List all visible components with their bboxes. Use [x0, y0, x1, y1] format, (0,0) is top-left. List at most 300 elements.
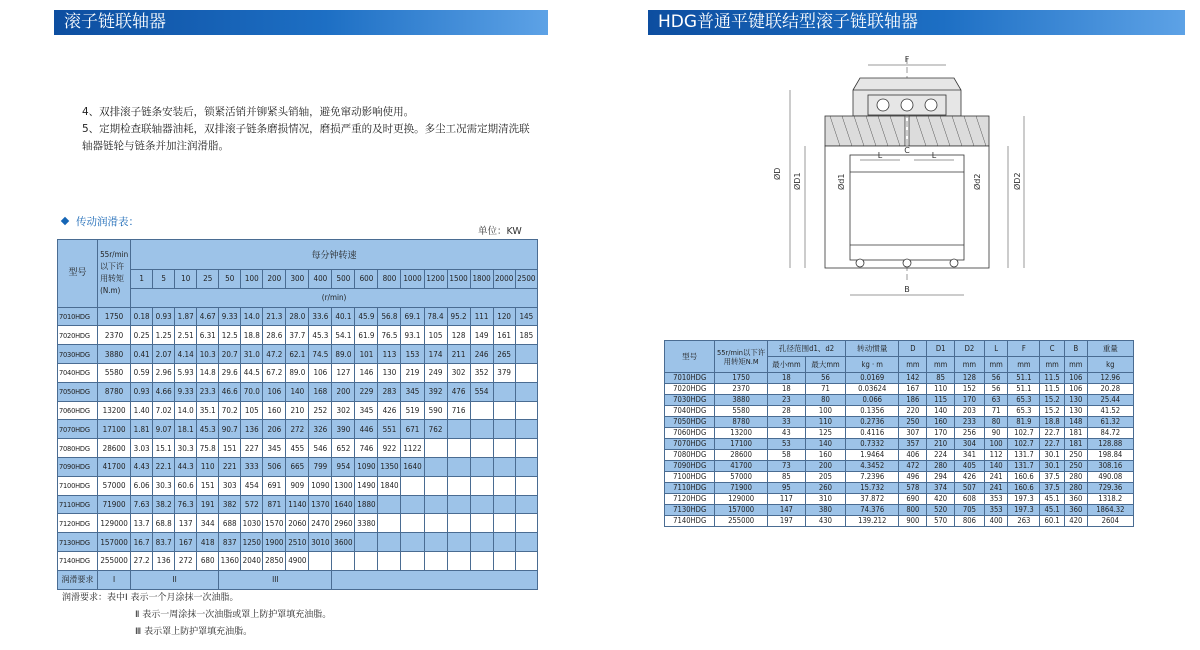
power-cell	[470, 439, 493, 458]
power-cell	[309, 551, 332, 570]
torque-cell: 1750	[98, 307, 131, 326]
power-cell	[424, 457, 447, 476]
spec-cell: 17100	[715, 439, 767, 450]
power-cell: 106	[263, 382, 286, 401]
model-cell: 7130HDG	[58, 533, 98, 552]
spec-cell: 15.2	[1040, 395, 1065, 406]
power-cell: 14.8	[197, 363, 219, 382]
dimensions-table	[664, 340, 1134, 527]
spec-cell: 308.16	[1087, 461, 1133, 472]
power-cell: 45.3	[197, 420, 219, 439]
spec-cell: 3880	[715, 395, 767, 406]
spec-cell: 374	[927, 483, 955, 494]
spec-cell: 131.7	[1008, 450, 1040, 461]
power-cell	[332, 551, 355, 570]
power-cell: 14.0	[175, 401, 197, 420]
spec-cell: 256	[955, 428, 985, 439]
spec-cell: 57000	[715, 472, 767, 483]
power-cell: 76.5	[378, 326, 401, 345]
spec-cell: 100	[984, 439, 1008, 450]
spec-cell: 15.2	[1040, 406, 1065, 417]
power-cell: 200	[332, 382, 355, 401]
power-cell: 0.18	[131, 307, 153, 326]
power-cell: 5.93	[175, 363, 197, 382]
power-cell: 149	[470, 326, 493, 345]
lubrication-table	[57, 239, 538, 590]
spec-cell: 45.1	[1040, 505, 1065, 516]
spec-cell: 160.6	[1008, 472, 1040, 483]
power-cell	[470, 476, 493, 495]
lube-level-iii: III	[219, 570, 332, 589]
power-cell: 130	[378, 363, 401, 382]
table-row	[58, 420, 538, 439]
spec-cell: 507	[955, 483, 985, 494]
speed-col-header: 1	[131, 270, 153, 289]
power-cell	[515, 533, 537, 552]
spec-cell: 41.52	[1087, 406, 1133, 417]
spec-cell: 520	[927, 505, 955, 516]
t2-b-header: B	[1065, 341, 1088, 357]
power-cell	[515, 345, 537, 364]
model-cell: 7100HDG	[58, 476, 98, 495]
power-cell: 4.66	[153, 382, 175, 401]
power-cell	[493, 439, 515, 458]
power-cell	[515, 401, 537, 420]
model-cell: 7140HDG	[58, 551, 98, 570]
spec-cell: 18.8	[1040, 417, 1065, 428]
model-cell: 7090HDG	[665, 461, 715, 472]
lube-level-i: I	[98, 570, 131, 589]
power-cell: 4900	[286, 551, 309, 570]
spec-cell: 806	[955, 516, 985, 527]
spec-cell: 63	[984, 395, 1008, 406]
power-cell	[355, 551, 378, 570]
spec-cell: 58	[767, 450, 805, 461]
power-cell: 1880	[355, 495, 378, 514]
speed-col-header: 1500	[447, 270, 470, 289]
power-cell: 2850	[263, 551, 286, 570]
table-row	[665, 395, 1134, 406]
power-cell: 2060	[286, 514, 309, 533]
model-cell: 7030HDG	[665, 395, 715, 406]
t2-unit-mm: mm	[1065, 357, 1088, 373]
power-cell	[424, 439, 447, 458]
t2-inertia-header: 转动惯量	[846, 341, 899, 357]
spec-cell: 800	[899, 505, 927, 516]
spec-cell: 56	[984, 384, 1008, 395]
power-cell: 54.1	[332, 326, 355, 345]
power-cell: 60.6	[175, 476, 197, 495]
model-cell: 7010HDG	[665, 373, 715, 384]
power-cell: 1.81	[131, 420, 153, 439]
table-row	[665, 428, 1134, 439]
table-row	[665, 505, 1134, 516]
spec-cell: 241	[984, 472, 1008, 483]
power-cell: 392	[424, 382, 447, 401]
power-cell: 0.93	[131, 382, 153, 401]
table-row	[58, 533, 538, 552]
power-cell: 74.5	[309, 345, 332, 364]
dim-label-d: ØD	[773, 167, 782, 180]
power-cell: 246	[470, 345, 493, 364]
spec-cell: 22.7	[1040, 439, 1065, 450]
power-cell: 0.25	[131, 326, 153, 345]
speed-header: 每分钟转速	[131, 240, 538, 270]
power-cell	[401, 476, 424, 495]
power-cell	[493, 476, 515, 495]
spec-cell: 18	[767, 384, 805, 395]
spec-cell: 420	[1065, 516, 1088, 527]
power-cell: 30.3	[153, 476, 175, 495]
power-cell: 1360	[219, 551, 241, 570]
power-cell: 127	[332, 363, 355, 382]
power-cell: 652	[332, 439, 355, 458]
power-cell: 105	[424, 326, 447, 345]
power-cell: 572	[241, 495, 263, 514]
spec-cell: 18	[767, 373, 805, 384]
torque-header: 55r/min以下许用转矩(N.m)	[98, 240, 131, 308]
spec-cell: 181	[1065, 428, 1088, 439]
spec-cell: 405	[955, 461, 985, 472]
power-cell: 3.03	[131, 439, 153, 458]
spec-cell: 0.1356	[846, 406, 899, 417]
spec-cell: 2604	[1087, 516, 1133, 527]
speed-col-header: 500	[332, 270, 355, 289]
table-row	[665, 483, 1134, 494]
spec-cell: 56	[805, 373, 845, 384]
table-row	[58, 401, 538, 420]
model-cell: 7080HDG	[665, 450, 715, 461]
table-row	[58, 439, 538, 458]
t2-bore-max-header: 最大mm	[805, 357, 845, 373]
spec-cell: 140	[927, 406, 955, 417]
power-cell	[470, 420, 493, 439]
spec-cell: 53	[767, 439, 805, 450]
power-cell: 352	[470, 363, 493, 382]
table-row	[58, 457, 538, 476]
spec-cell: 160	[927, 417, 955, 428]
power-cell: 145	[515, 307, 537, 326]
spec-cell: 25.44	[1087, 395, 1133, 406]
table-row	[665, 472, 1134, 483]
spec-cell: 12.96	[1087, 373, 1133, 384]
power-cell	[424, 514, 447, 533]
power-cell: 15.1	[153, 439, 175, 458]
table-row	[58, 307, 538, 326]
table-row	[665, 516, 1134, 527]
power-cell	[470, 514, 493, 533]
power-cell: 21.3	[263, 307, 286, 326]
power-cell: 38.2	[153, 495, 175, 514]
power-cell: 93.1	[401, 326, 424, 345]
t2-f-header: F	[1008, 341, 1040, 357]
note-5: 5、定期检查联轴器油耗，双排滚子链条磨损情况，磨损严重的及时更换。多尘工况需定期清洗联轴器链轮与链条并加注润滑脂。	[82, 123, 530, 152]
unit-label: 单位：KW	[478, 226, 522, 237]
power-cell: 56.8	[378, 307, 401, 326]
power-cell: 345	[263, 439, 286, 458]
legend-line-2: Ⅱ 表示一周涂抹一次油脂或罩上防护罩填充油脂。	[135, 610, 332, 620]
power-cell: 302	[332, 401, 355, 420]
installation-notes	[62, 104, 532, 155]
power-cell: 29.6	[219, 363, 241, 382]
power-cell: 229	[355, 382, 378, 401]
power-cell: 76.3	[175, 495, 197, 514]
spec-cell: 85	[767, 472, 805, 483]
model-header: 型号	[58, 240, 98, 308]
dim-label-d2-big: ØD2	[1013, 172, 1022, 190]
spec-cell: 197.3	[1008, 494, 1040, 505]
power-cell	[515, 495, 537, 514]
power-cell: 762	[424, 420, 447, 439]
torque-cell: 28600	[98, 439, 131, 458]
power-cell	[447, 420, 470, 439]
power-cell: 1090	[355, 457, 378, 476]
table-row	[665, 461, 1134, 472]
model-cell: 7020HDG	[665, 384, 715, 395]
power-cell: 302	[447, 363, 470, 382]
power-cell: 390	[332, 420, 355, 439]
speed-col-header: 2000	[493, 270, 515, 289]
power-cell: 168	[309, 382, 332, 401]
power-cell: 1.40	[131, 401, 153, 420]
dim-label-d1-small: Ød1	[837, 173, 846, 190]
spec-cell: 65.3	[1008, 395, 1040, 406]
speed-col-header: 300	[286, 270, 309, 289]
power-cell: 554	[470, 382, 493, 401]
t2-c-header: C	[1040, 341, 1065, 357]
power-cell: 28.6	[263, 326, 286, 345]
lubrication-title-text: 传动润滑表：	[76, 216, 139, 228]
power-cell	[470, 457, 493, 476]
power-cell: 31.0	[241, 345, 263, 364]
model-cell: 7050HDG	[58, 382, 98, 401]
power-cell	[493, 457, 515, 476]
power-cell	[515, 382, 537, 401]
power-cell: 69.1	[401, 307, 424, 326]
spec-cell: 43	[767, 428, 805, 439]
power-cell: 1300	[332, 476, 355, 495]
model-cell: 7010HDG	[58, 307, 98, 326]
power-cell: 2960	[332, 514, 355, 533]
spec-cell: 112	[984, 450, 1008, 461]
power-cell	[447, 476, 470, 495]
spec-cell: 130	[1065, 406, 1088, 417]
power-cell	[447, 514, 470, 533]
speed-col-header: 400	[309, 270, 332, 289]
power-cell	[447, 495, 470, 514]
power-cell	[378, 495, 401, 514]
power-cell: 18.8	[241, 326, 263, 345]
t2-torque-header: 55r/min以下许用转矩N.M	[715, 341, 767, 373]
spec-cell: 30.1	[1040, 461, 1065, 472]
power-cell: 379	[493, 363, 515, 382]
power-cell: 161	[493, 326, 515, 345]
spec-cell: 496	[899, 472, 927, 483]
spec-cell: 690	[899, 494, 927, 505]
power-cell: 14.0	[241, 307, 263, 326]
spec-cell: 224	[927, 450, 955, 461]
power-cell: 18.1	[175, 420, 197, 439]
power-cell: 1570	[263, 514, 286, 533]
power-cell: 688	[219, 514, 241, 533]
spec-cell: 729.36	[1087, 483, 1133, 494]
power-cell: 10.3	[197, 345, 219, 364]
spec-cell: 13200	[715, 428, 767, 439]
model-cell: 7070HDG	[58, 420, 98, 439]
diamond-bullet-icon	[61, 217, 69, 225]
left-section-banner: 滚子链联轴器	[54, 10, 548, 35]
power-cell	[515, 514, 537, 533]
model-cell: 7040HDG	[58, 363, 98, 382]
spec-cell: 129000	[715, 494, 767, 505]
spec-cell: 1750	[715, 373, 767, 384]
power-cell: 333	[241, 457, 263, 476]
legend-line-3: Ⅲ 表示罩上防护罩填充油脂。	[135, 627, 253, 637]
speed-col-header: 600	[355, 270, 378, 289]
power-cell: 746	[355, 439, 378, 458]
power-cell: 1.25	[153, 326, 175, 345]
power-cell: 111	[470, 307, 493, 326]
spec-cell: 198.84	[1087, 450, 1133, 461]
power-cell: 35.1	[197, 401, 219, 420]
power-cell	[493, 551, 515, 570]
speed-col-header: 50	[219, 270, 241, 289]
table-row	[58, 551, 538, 570]
model-cell: 7100HDG	[665, 472, 715, 483]
spec-cell: 23	[767, 395, 805, 406]
spec-cell: 7.2396	[846, 472, 899, 483]
spec-cell: 170	[955, 395, 985, 406]
spec-cell: 0.2736	[846, 417, 899, 428]
spec-cell: 420	[927, 494, 955, 505]
power-cell: 1350	[378, 457, 401, 476]
power-cell	[493, 420, 515, 439]
spec-cell: 139.212	[846, 516, 899, 527]
torque-cell: 41700	[98, 457, 131, 476]
spec-cell: 353	[984, 505, 1008, 516]
spec-cell: 115	[927, 395, 955, 406]
power-cell: 6.31	[197, 326, 219, 345]
t2-inertia-unit: kg · m	[846, 357, 899, 373]
power-cell	[447, 439, 470, 458]
power-cell: 1250	[241, 533, 263, 552]
spec-cell: 263	[1008, 516, 1040, 527]
right-section-banner: HDG普通平键联结型滚子链联轴器	[648, 10, 1185, 35]
power-cell: 113	[378, 345, 401, 364]
power-cell: 272	[286, 420, 309, 439]
power-cell: 382	[219, 495, 241, 514]
power-cell: 345	[355, 401, 378, 420]
power-cell: 3010	[309, 533, 332, 552]
power-cell: 45.3	[309, 326, 332, 345]
power-cell: 909	[286, 476, 309, 495]
power-cell: 455	[286, 439, 309, 458]
t2-bore-min-header: 最小mm	[767, 357, 805, 373]
power-cell: 185	[515, 326, 537, 345]
power-cell	[493, 401, 515, 420]
speed-col-header: 1800	[470, 270, 493, 289]
power-cell: 106	[309, 363, 332, 382]
t2-unit-mm: mm	[927, 357, 955, 373]
power-cell: 6.06	[131, 476, 153, 495]
power-cell: 454	[241, 476, 263, 495]
power-cell: 1840	[378, 476, 401, 495]
power-cell: 4.43	[131, 457, 153, 476]
speed-col-header: 10	[175, 270, 197, 289]
speed-col-header: 800	[378, 270, 401, 289]
model-cell: 7140HDG	[665, 516, 715, 527]
spec-cell: 2370	[715, 384, 767, 395]
table-row	[58, 514, 538, 533]
spec-cell: 186	[899, 395, 927, 406]
power-cell: 551	[378, 420, 401, 439]
power-cell: 665	[286, 457, 309, 476]
dim-label-b: B	[904, 285, 910, 294]
power-cell: 1640	[401, 457, 424, 476]
power-cell: 16.7	[131, 533, 153, 552]
power-cell: 1370	[309, 495, 332, 514]
power-cell: 70.0	[241, 382, 263, 401]
spec-cell: 51.1	[1008, 384, 1040, 395]
dim-label-l-right: L	[931, 151, 937, 160]
power-cell	[493, 495, 515, 514]
power-cell	[470, 495, 493, 514]
spec-cell: 250	[899, 417, 927, 428]
t2-unit-kg: kg	[1087, 357, 1133, 373]
power-cell: 272	[175, 551, 197, 570]
spec-cell: 4.3452	[846, 461, 899, 472]
spec-cell: 280	[1065, 472, 1088, 483]
spec-cell: 37.872	[846, 494, 899, 505]
power-cell: 78.4	[424, 307, 447, 326]
power-cell: 680	[197, 551, 219, 570]
power-cell: 153	[401, 345, 424, 364]
spec-cell: 1864.32	[1087, 505, 1133, 516]
spec-cell: 106	[1065, 384, 1088, 395]
spec-cell: 74.376	[846, 505, 899, 516]
spec-cell: 142	[899, 373, 927, 384]
power-cell	[424, 551, 447, 570]
table-row	[665, 373, 1134, 384]
spec-cell: 80	[805, 395, 845, 406]
spec-cell: 28	[767, 406, 805, 417]
spec-cell: 102.7	[1008, 428, 1040, 439]
power-cell	[355, 533, 378, 552]
power-cell: 345	[401, 382, 424, 401]
spec-cell: 30.1	[1040, 450, 1065, 461]
t2-bore-header: 孔径范围d1、d2	[767, 341, 845, 357]
spec-cell: 205	[805, 472, 845, 483]
power-cell: 265	[493, 345, 515, 364]
spec-cell: 5580	[715, 406, 767, 417]
spec-cell: 61.32	[1087, 417, 1133, 428]
spec-cell: 472	[899, 461, 927, 472]
t2-model-header: 型号	[665, 341, 715, 373]
power-cell: 23.3	[197, 382, 219, 401]
power-cell: 211	[447, 345, 470, 364]
power-cell: 0.59	[131, 363, 153, 382]
power-cell	[401, 514, 424, 533]
spec-cell: 304	[955, 439, 985, 450]
spec-cell: 148	[1065, 417, 1088, 428]
dim-label-c: C	[904, 146, 910, 155]
power-cell: 136	[153, 551, 175, 570]
power-cell: 174	[424, 345, 447, 364]
model-cell: 7020HDG	[58, 326, 98, 345]
spec-cell: 400	[984, 516, 1008, 527]
spec-cell: 131.7	[1008, 461, 1040, 472]
power-cell: 2040	[241, 551, 263, 570]
